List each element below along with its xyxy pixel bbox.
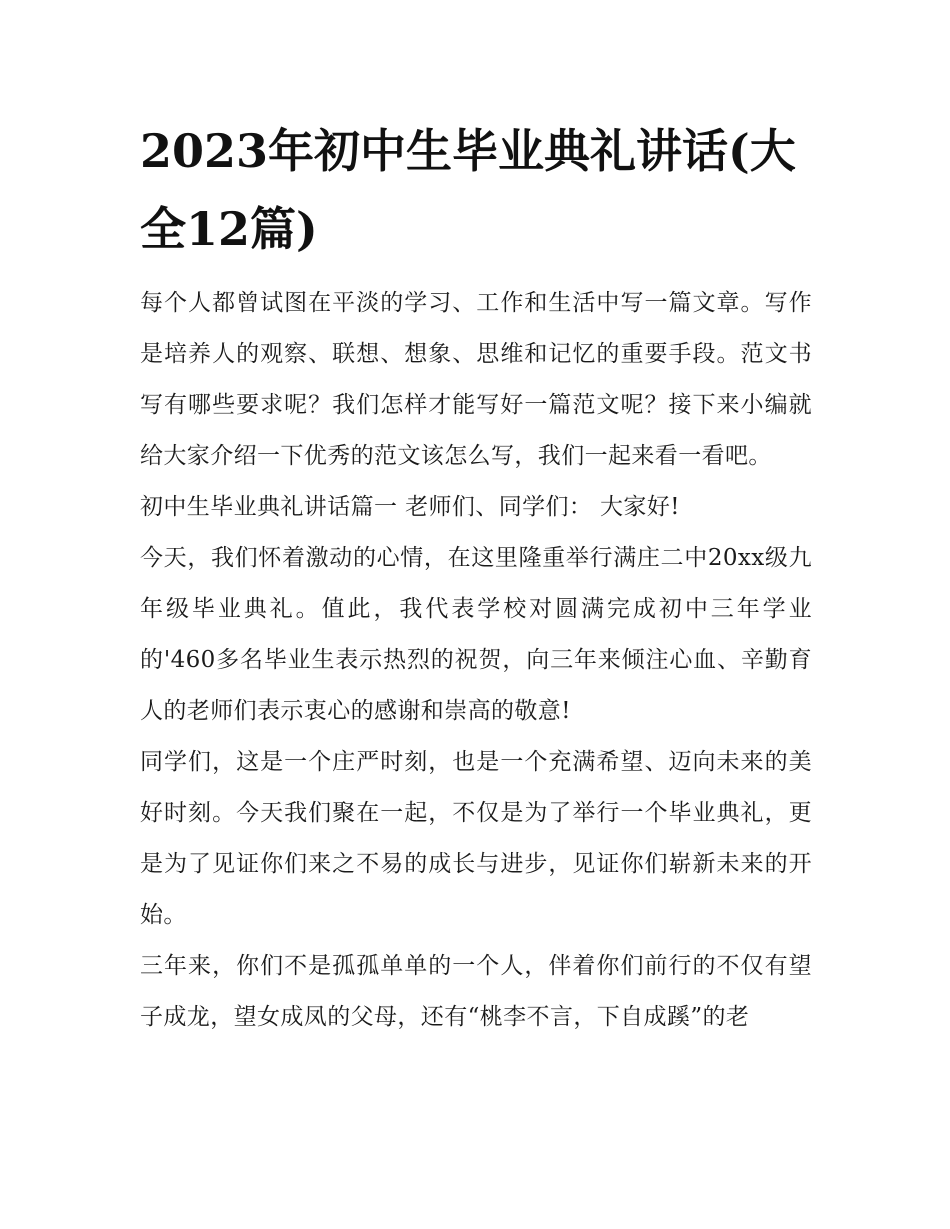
intro-paragraph: 每个人都曾试图在平淡的学习、工作和生活中写一篇文章。写作是培养人的观察、联想、想象、思维和记忆的重要手段。范文书写有哪些要求呢？我们怎样才能写好一篇范文呢？接下来小编就给大家介绍一下优秀的范文该怎么写，我们一起来看一看吧。 [140,290,812,469]
document-title: 2023年初中生毕业典礼讲话(大全12篇) [140,124,796,256]
document-body [140,278,812,1043]
body-paragraph: 同学们，这是一个庄严时刻，也是一个充满希望、迈向未来的美好时刻。今天我们聚在一起，不仅是为了举行一个毕业典礼，更是为了见证你们来之不易的成长与进步，见证你们崭新未来的开始。 [140,749,812,928]
greeting-paragraph: 初中生毕业典礼讲话篇一 老师们、同学们： 大家好! [140,494,680,520]
body-paragraph: 今天，我们怀着激动的心情，在这里隆重举行满庄二中20xx级九年级毕业典礼。值此，我代表学校对圆满完成初中三年学业的'460多名毕业生表示热烈的祝贺，向三年来倾注心血、辛勤育人的老师们表示衷心的感谢和崇高的敬意! [140,545,812,724]
body-paragraph: 三年来，你们不是孤孤单单的一个人，伴着你们前行的不仅有望子成龙，望女成凤的父母，还有“桃李不言，下自成蹊”的老 [140,953,812,1030]
